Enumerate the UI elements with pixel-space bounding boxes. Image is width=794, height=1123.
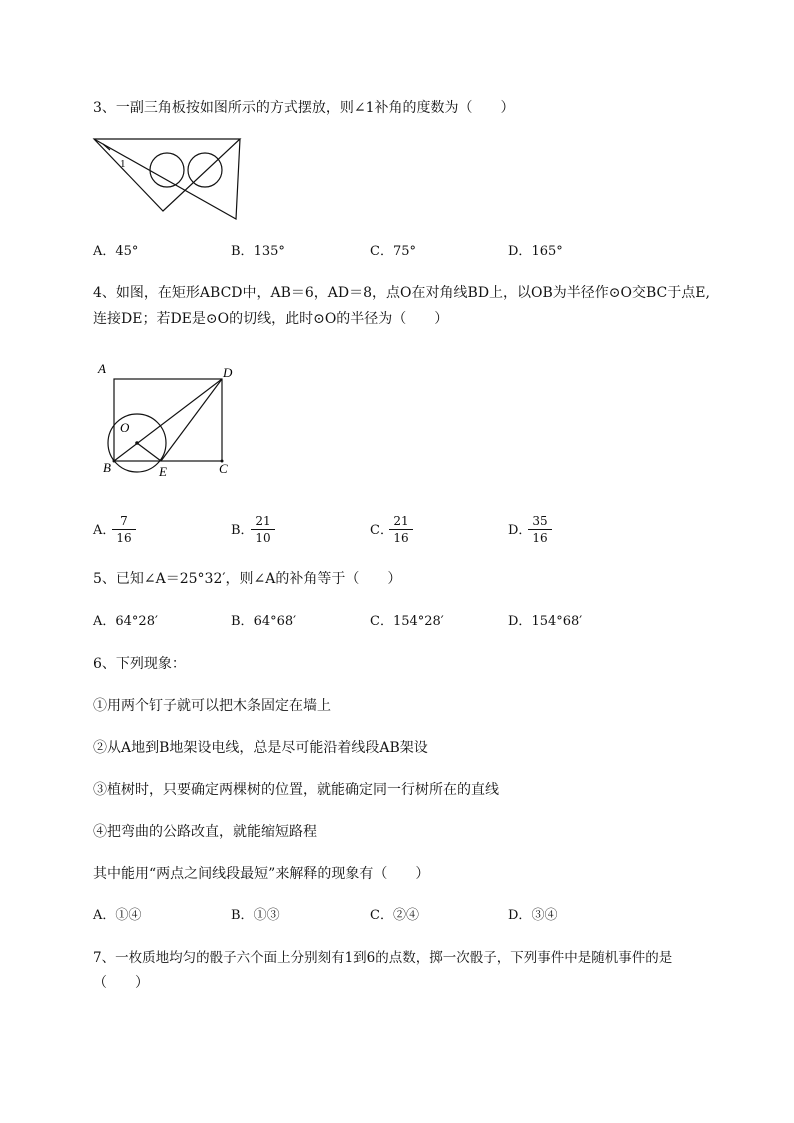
- q4-option-d-letter[interactable]: D．: [508, 523, 532, 538]
- radius-oe: [137, 443, 161, 461]
- q4-option-a-fraction: [112, 514, 136, 545]
- q6-option-d-letter: D．: [508, 908, 532, 923]
- q4-option-d-num: 35: [528, 514, 552, 530]
- q6-option-c-letter: C．: [370, 908, 393, 923]
- q5-option-a[interactable]: [93, 612, 158, 632]
- q4-option-a-letter[interactable]: A．: [93, 523, 116, 538]
- q4-option-b-fraction: [251, 514, 275, 545]
- q6-option-b-letter: B．: [231, 908, 254, 923]
- q7-stem-line2: （ ）: [93, 975, 149, 991]
- label-b: B: [103, 460, 111, 475]
- q5-option-a-letter: A．: [93, 614, 116, 629]
- q6-item-2: ②从A地到B地架设电线，总是尽可能沿着线段AB架设: [93, 740, 428, 756]
- q3-option-d-letter: D．: [508, 244, 532, 259]
- circle-left: [150, 153, 184, 187]
- q6-item-4: ④把弯曲的公路改直，就能缩短路程: [93, 824, 317, 840]
- q4-stem-line2: 连接DE；若DE是⊙O的切线，此时⊙O的半径为（ ）: [93, 311, 449, 327]
- q6-option-d-text: ③④: [531, 908, 558, 923]
- triangle-ruler-1: [94, 139, 240, 211]
- label-c: C: [219, 461, 228, 476]
- q4-option-c-den: 16: [393, 531, 409, 545]
- q4-option-d-fraction: [528, 514, 552, 545]
- q6-option-a[interactable]: [93, 906, 141, 926]
- q5-option-c-letter: C．: [370, 614, 393, 629]
- q6-option-c[interactable]: [370, 906, 419, 926]
- segment-de: [161, 379, 222, 461]
- q6-option-d[interactable]: [508, 906, 557, 926]
- q5-option-c[interactable]: [370, 612, 444, 632]
- q4-option-c-fraction: [389, 514, 413, 545]
- q5-option-a-text: 64°28′: [115, 614, 158, 629]
- q3-option-c-letter: C．: [370, 244, 393, 259]
- label-d: D: [223, 365, 233, 380]
- q3-option-b-letter: B．: [231, 244, 254, 259]
- q6-option-b[interactable]: [231, 906, 280, 926]
- q6-item-1: ①用两个钉子就可以把木条固定在墙上: [93, 698, 331, 714]
- q6-item-3: ③植树时，只要确定两棵树的位置，就能确定同一行树所在的直线: [93, 782, 499, 798]
- q3-option-d-text: 165°: [531, 244, 563, 259]
- circle-right: [188, 153, 222, 187]
- q3-option-a[interactable]: [93, 242, 138, 262]
- q7-stem-line1: 7、一枚质地均匀的骰子六个面上分别刻有1到6的点数，掷一次骰子，下列事件中是随机事件的是: [93, 950, 673, 966]
- q4-option-c-letter[interactable]: C．: [370, 523, 393, 538]
- diagonal-bd: [114, 379, 222, 461]
- q3-option-d[interactable]: [508, 242, 563, 262]
- q6-question: 其中能用“两点之间线段最短”来解释的现象有（ ）: [93, 866, 430, 882]
- q3-option-c[interactable]: [370, 242, 416, 262]
- q5-option-b-letter: B．: [231, 614, 254, 629]
- point-o: [135, 441, 139, 445]
- angle-1-label: 1: [120, 158, 126, 170]
- q6-stem: 6、下列现象：: [93, 656, 186, 672]
- q4-option-c-num: 21: [389, 514, 413, 530]
- q5-option-d[interactable]: [508, 612, 582, 632]
- q5-option-d-text: 154°68′: [531, 614, 583, 629]
- q5-option-b-text: 64°68′: [253, 614, 297, 629]
- q5-option-c-text: 154°28′: [392, 614, 444, 629]
- q4-stem-line1: 4、如图，在矩形ABCD中，AB＝6，AD＝8，点O在对角线BD上，以OB为半径作⊙O交BC于点E,: [93, 285, 710, 301]
- q4-option-a-num: 7: [112, 514, 136, 530]
- label-e: E: [159, 464, 167, 479]
- q3-option-a-text: 45°: [115, 244, 139, 259]
- q4-option-a-den: 16: [116, 531, 132, 545]
- q3-triangle-figure: [90, 134, 250, 224]
- q5-stem: 5、已知∠A＝25°32′，则∠A的补角等于（ ）: [93, 571, 402, 587]
- label-a: A: [98, 361, 106, 376]
- q4-option-b-den: 10: [255, 531, 271, 545]
- q6-option-b-text: ①③: [253, 908, 280, 923]
- q5-option-b[interactable]: [231, 612, 296, 632]
- label-o: O: [120, 420, 130, 435]
- q3-option-a-letter: A．: [93, 244, 116, 259]
- q4-rectangle-figure: [94, 358, 244, 483]
- q6-option-a-text: ①④: [115, 908, 142, 923]
- q4-option-b-num: 21: [251, 514, 275, 530]
- q4-option-b-letter[interactable]: B．: [231, 523, 254, 538]
- q6-option-c-text: ②④: [392, 908, 419, 923]
- q3-option-c-text: 75°: [392, 244, 416, 259]
- q3-option-b-text: 135°: [253, 244, 285, 259]
- q6-option-a-letter: A．: [93, 908, 116, 923]
- q5-option-d-letter: D．: [508, 614, 532, 629]
- q4-option-d-den: 16: [532, 531, 548, 545]
- q3-stem: 3、一副三角板按如图所示的方式摆放，则∠1补角的度数为（ ）: [93, 100, 515, 116]
- q3-option-b[interactable]: [231, 242, 285, 262]
